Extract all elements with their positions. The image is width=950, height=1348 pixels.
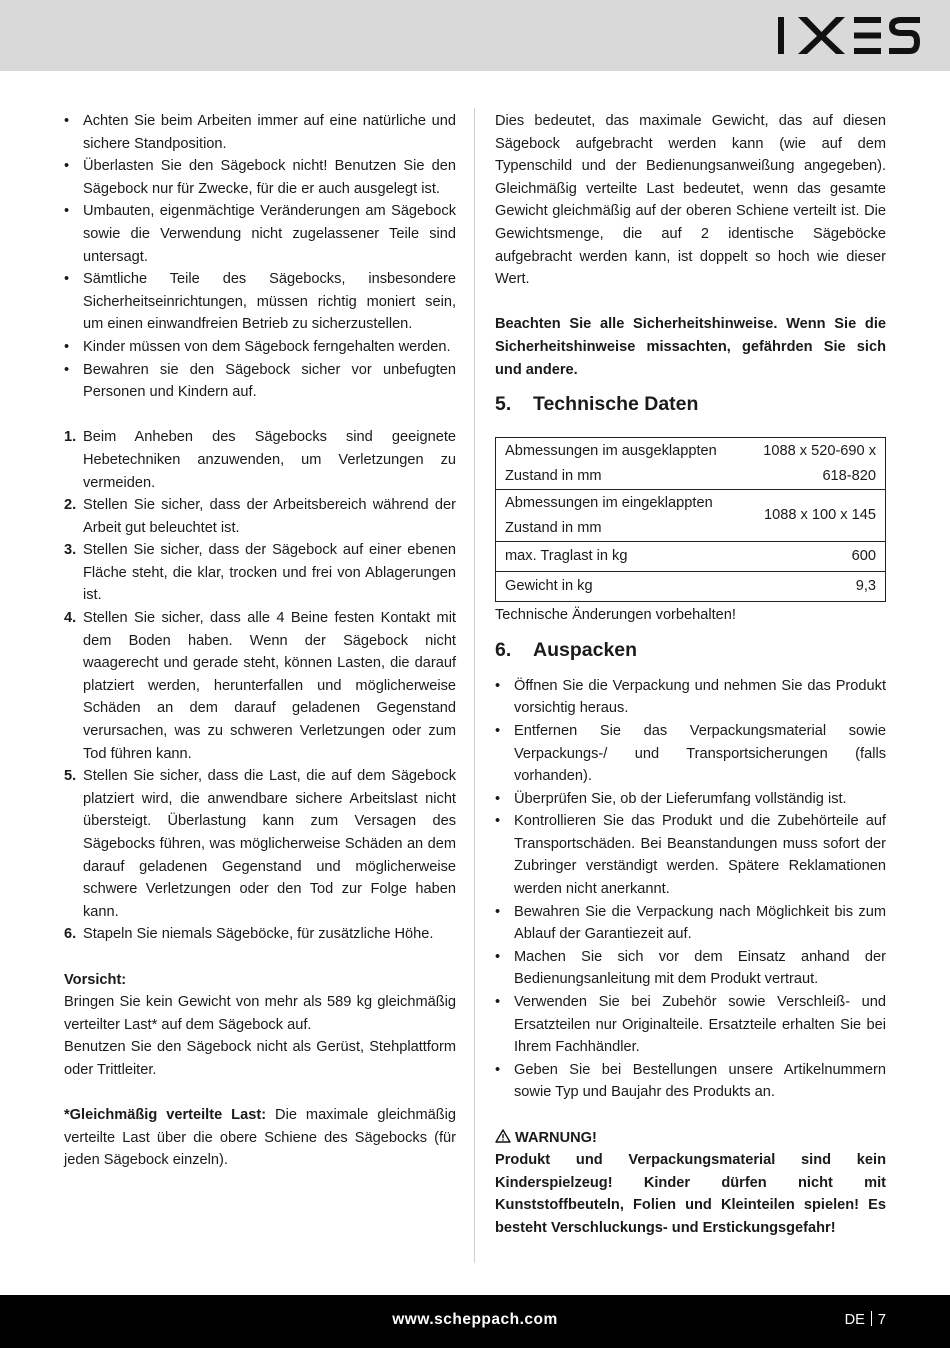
- technical-data-table: [495, 437, 886, 602]
- item-text: Stellen Sie sicher, dass der Arbeitsbereich während der Arbeit gut beleuchtet ist.: [83, 497, 456, 536]
- list-item: [64, 923, 456, 946]
- right-column: [495, 110, 886, 1240]
- column-divider: [474, 108, 475, 1263]
- warning-title: WARNUNG!: [515, 1129, 597, 1146]
- list-item: • Kontrollieren Sie das Produkt und die Zubehörteile auf Transportschäden. Bei Beanstandungen muss sofort der Zubringer verständigt werden. Spätere Reklamationen werden nicht anerkannt.: [495, 810, 886, 900]
- list-item: • Achten Sie beim Arbeiten immer auf eine natürliche und sichere Standposition.: [64, 110, 456, 155]
- table-row: [496, 542, 886, 572]
- list-item: • Bewahren Sie die Verpackung nach Möglichkeit bis zum Ablauf der Garantiezeit auf.: [495, 901, 886, 946]
- spec-note: Technische Änderungen vorbehalten!: [495, 607, 736, 624]
- spec-label: Abmessungen im ausgeklappten Zustand in mm: [496, 438, 747, 490]
- page-indicator: [845, 1309, 886, 1332]
- warning-text: Produkt und Verpackungsmaterial sind kein Kinderspielzeug! Kinder dürfen nicht mit Kunststoffbeuteln, Folien und Kleinteilen spielen! Es besteht Verschluckungs- und Erstickungsgefahr!: [495, 1152, 886, 1236]
- load-explanation: Dies bedeutet, das maximale Gewicht, das auf diesen Sägebock aufgebracht werden kann (wie auf dem Typenschild und der Bedienungsanweißung angegeben). Gleichmäßig verteilte Last bedeutet, wenn das gesamte Gewicht gleichmäßig auf der oberen Schiene verteilt ist. Die Gewichtsmenge, die auf 2 identische Sägeböcke aufgebracht werden kann, ist doppelt so hoch wie dieser Wert.: [495, 113, 886, 288]
- list-item: • Verwenden Sie bei Zubehör sowie Verschleiß- und Ersatzteilen nur Originalteile. Ersatzteile erhalten Sie bei Ihrem Fachhändler.: [495, 991, 886, 1059]
- spec-label: Abmessungen im eingeklappten Zustand in mm: [496, 490, 747, 542]
- list-item: • Überprüfen Sie, ob der Lieferumfang vollständig ist.: [495, 788, 886, 811]
- list-item: [64, 426, 456, 494]
- item-number: 2.: [64, 497, 77, 514]
- left-column: [64, 110, 456, 1172]
- list-item: • Kinder müssen von dem Sägebock ferngehalten werden.: [64, 336, 456, 359]
- numbered-instructions: [64, 426, 456, 946]
- item-number: 4.: [64, 610, 77, 627]
- table-row: [496, 572, 886, 602]
- section-title: Auspacken: [533, 638, 638, 661]
- list-item: • Öffnen Sie die Verpackung und nehmen Sie das Produkt vorsichtig heraus.: [495, 675, 886, 720]
- warning-triangle-icon: [495, 1129, 511, 1143]
- list-item: • Bewahren sie den Sägebock sicher vor unbefugten Personen und Kindern auf.: [64, 359, 456, 404]
- list-item: • Entfernen Sie das Verpackungsmaterial sowie Verpackungs-/ und Transportsicherungen (falls vorhanden).: [495, 720, 886, 788]
- section-title: Technische Daten: [533, 393, 699, 416]
- item-text: Stellen Sie sicher, dass alle 4 Beine festen Kontakt mit dem Boden haben. Wenn der Sägebock nicht waagerecht und gerade steht, können Lasten, die darauf platziert werden, herunterfallen und möglicherweise Schäden an dem darauf geladenen Gegenstand verursachen, was zu schweren Verletzungen oder zum Tod führen kann.: [83, 610, 456, 762]
- list-item: • Sämtliche Teile des Sägebocks, insbesondere Sicherheitseinrichtungen, müssen richtig moniert sein, um einen einwandfreien Betrieb zu sicherzustellen.: [64, 268, 456, 336]
- item-text: Stellen Sie sicher, dass die Last, die auf dem Sägebock platziert wird, die anwendbare sichere Arbeitslast nicht übersteigt. Überlastung kann zum Versagen des Sägebocks führen, was möglicherweise Schäden an dem darauf geladenen Gegenstand und möglicherweise schwere Verletzungen oder den Tod zur Folge haben kann.: [83, 768, 456, 920]
- list-item: [64, 765, 456, 923]
- page-number: 7: [877, 1312, 886, 1328]
- footnote: [64, 1104, 456, 1172]
- item-text: Stapeln Sie niemals Sägeböcke, für zusätzliche Höhe.: [83, 926, 434, 943]
- spec-value: 1088 x 520-690 x 618-820: [747, 438, 886, 490]
- section-number: 5.: [495, 393, 512, 416]
- safety-note: Beachten Sie alle Sicherheitshinweise. Wenn Sie die Sicherheitshinweise missachten, gefährden Sie sich und andere.: [495, 316, 886, 378]
- list-item: [64, 607, 456, 765]
- warning-heading: [495, 1127, 886, 1150]
- section-number: 6.: [495, 638, 512, 661]
- spec-label: Gewicht in kg: [496, 572, 747, 602]
- spec-value: 600: [747, 542, 886, 572]
- item-number: 6.: [64, 926, 77, 943]
- item-number: 3.: [64, 542, 77, 559]
- spec-value: 1088 x 100 x 145: [747, 490, 886, 542]
- caution-title: Vorsicht:: [64, 971, 127, 988]
- caution-text: Benutzen Sie den Sägebock nicht als Gerüst, Stehplattform oder Trittleiter.: [64, 1039, 456, 1078]
- item-number: 5.: [64, 768, 77, 785]
- section-heading-technical-data: [495, 381, 886, 429]
- item-number: 1.: [64, 429, 77, 446]
- footnote-label: *Gleichmäßig verteilte Last:: [64, 1107, 267, 1124]
- separator: [871, 1311, 872, 1326]
- list-item: • Geben Sie bei Bestellungen unsere Artikelnummern sowie Typ und Baujahr des Produkts an.: [495, 1059, 886, 1104]
- spec-label: max. Traglast in kg: [496, 542, 747, 572]
- table-row: [496, 490, 886, 542]
- language-code: DE: [844, 1312, 865, 1328]
- item-text: Beim Anheben des Sägebocks sind geeignete Hebetechniken anzuwenden, um Verletzungen zu vermeiden.: [83, 429, 456, 491]
- item-text: Stellen Sie sicher, dass der Sägebock auf einer ebenen Fläche steht, die klar, trocken und frei von Ablagerungen ist.: [83, 542, 456, 604]
- caution-text: Bringen Sie kein Gewicht von mehr als 589 kg gleichmäßig verteilter Last* auf dem Sägebock auf.: [64, 994, 456, 1033]
- ixes-logo: [778, 16, 920, 55]
- spec-value: 9,3: [747, 572, 886, 602]
- list-item: [64, 539, 456, 607]
- website-url: www.scheppach.com: [392, 1311, 558, 1328]
- unpacking-bullet-list: [495, 675, 886, 1104]
- table-row: [496, 438, 886, 490]
- list-item: • Überlasten Sie den Sägebock nicht! Benutzen Sie den Sägebock nur für Zwecke, für die er auch ausgelegt ist.: [64, 155, 456, 200]
- list-item: • Umbauten, eigenmächtige Veränderungen am Sägebock sowie die Verwendung nicht zugelassener Teile sind untersagt.: [64, 200, 456, 268]
- footnote-text: Die maximale gleichmäßig verteilte Last über die obere Schiene des Sägebocks (für jeden Sägebock einzeln).: [64, 1107, 457, 1169]
- page-header: [0, 0, 950, 71]
- list-item: • Machen Sie sich vor dem Einsatz anhand der Bedienungsanleitung mit dem Produkt vertraut.: [495, 946, 886, 991]
- list-item: [64, 494, 456, 539]
- safety-bullet-list: [64, 110, 456, 404]
- page-footer: [0, 1295, 950, 1348]
- section-heading-unpacking: [495, 627, 886, 675]
